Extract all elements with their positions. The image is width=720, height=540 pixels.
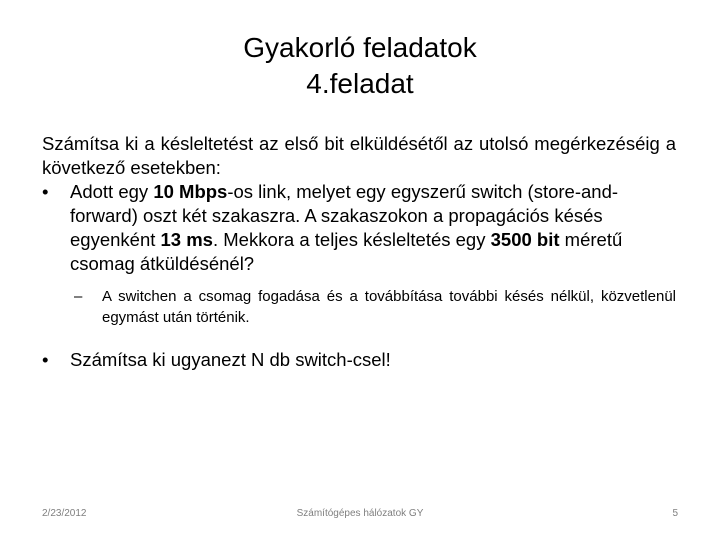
bullet-marker: • bbox=[42, 181, 49, 202]
footer-date: 2/23/2012 bbox=[42, 508, 87, 519]
sub-bullet-item bbox=[42, 286, 676, 328]
bold-delay: 13 ms bbox=[160, 229, 213, 250]
bullet-marker: • bbox=[42, 349, 49, 370]
footer-page-number: 5 bbox=[672, 508, 678, 519]
bullet-item-1 bbox=[42, 180, 676, 276]
bullet-1-text-part: -os link, melyet egy egyszerű switch (store-and-forward) oszt két szakaszra. A szakaszokon a propagációs késés egyenként bbox=[70, 181, 619, 250]
slide-title bbox=[60, 30, 660, 102]
sub-bullet-text: A switchen a csomag fogadása és a továbbítása további késés nélkül, közvetlenül egymást után történik. bbox=[102, 288, 676, 326]
bullet-1-text-part: méretű csomag átküldésénél? bbox=[70, 229, 623, 274]
title-line-2: 4.feladat bbox=[306, 68, 414, 99]
title-line-1: Gyakorló feladatok bbox=[243, 32, 477, 63]
bullet-1-text-part: Adott egy bbox=[70, 181, 154, 202]
slide-body bbox=[42, 132, 676, 372]
bold-bitrate: 10 Mbps bbox=[153, 181, 228, 202]
bullet-1-text bbox=[70, 181, 622, 274]
bullet-item-2 bbox=[42, 348, 676, 372]
dash-marker: – bbox=[74, 288, 83, 305]
bullet-1-text-part: . Mekkora a teljes késleltetés egy bbox=[212, 229, 491, 250]
bold-packet-size: 3500 bit bbox=[490, 229, 560, 250]
footer-title: Számítógépes hálózatok GY bbox=[296, 508, 424, 519]
intro-paragraph: Számítsa ki a késleltetést az első bit elküldésétől az utolsó megérkezéséig a következő esetekben: bbox=[42, 133, 676, 178]
bullet-2-text: Számítsa ki ugyanezt N db switch-csel! bbox=[70, 349, 391, 370]
